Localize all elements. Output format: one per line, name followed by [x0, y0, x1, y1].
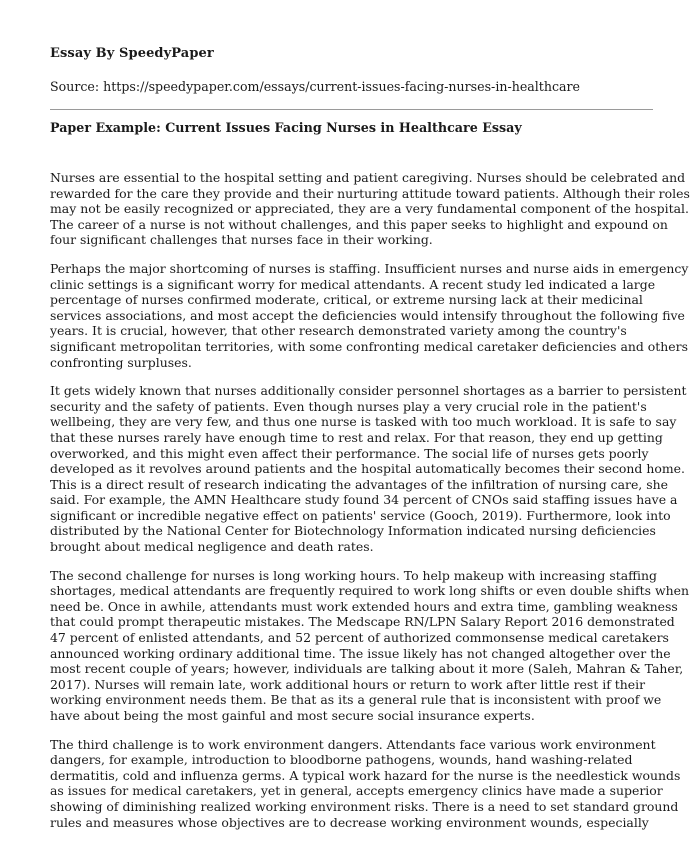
text-line: overworked, and this might even affect their performance. The social life of nurses gets poorly — [50, 445, 649, 461]
text-line: working environment needs them. Be that as its a general rule that is inconsistent with proof we — [50, 692, 662, 708]
text-line: developed as it revolves around patients and the hospital automatically becomes their second home. — [50, 461, 685, 477]
paragraph-2 — [50, 260, 689, 370]
text-line: 2017). Nurses will remain late, work additional hours or return to work after little rest if their — [50, 676, 646, 692]
paragraph-5 — [50, 736, 681, 831]
text-line: need be. Once in awhile, attendants must work extended hours and extra time, gambling weakness — [50, 598, 678, 614]
essay-author-heading: Essay By SpeedyPaper — [50, 46, 214, 61]
text-line: brought about medical negligence and death rates. — [50, 539, 374, 555]
text-line: as issues for medical caretakers, yet in general, accepts emergency clinics have made a superior — [50, 783, 663, 799]
text-line: have about being the most gainful and most secure social insurance experts. — [50, 708, 535, 723]
paragraph-3 — [50, 383, 687, 555]
text-line: announced working ordinary additional time. The issue likely has not changed altogether over the — [50, 645, 671, 661]
text-line: This is a direct result of research indicating the advantages of the infiltration of nursing care, she — [50, 476, 668, 492]
text-line: distributed by the National Center for Biotechnology Information indicated nursing deficiencies — [50, 523, 656, 539]
text-line: security and the safety of patients. Even though nurses play a very crucial role in the patient's — [50, 398, 647, 414]
text-line: percentage of nurses confirmed moderate, critical, or extreme nursing lack at their medicinal — [50, 292, 643, 308]
text-line: dermatitis, cold and influenza germs. A typical work hazard for the nurse is the needlestick wounds — [50, 767, 681, 783]
text-line: wellbeing, they are very few, and thus one nurse is tasked with too much workload. It is safe to say — [50, 414, 677, 430]
source-line: Source: https://speedypaper.com/essays/current-issues-facing-nurses-in-healthcare — [50, 79, 581, 94]
text-line: Nurses are essential to the hospital setting and patient caregiving. Nurses should be celebrated and — [50, 170, 686, 185]
text-line: rules and measures whose objectives are to decrease working environment wounds, especially — [50, 814, 649, 830]
text-line: Perhaps the major shortcoming of nurses is staffing. Insufficient nurses and nurse aids in emergency — [50, 260, 689, 276]
text-line: It gets widely known that nurses additionally consider personnel shortages as a barrier to persistent — [50, 383, 687, 399]
text-line: The second challenge for nurses is long working hours. To help makeup with increasing staffing — [50, 567, 657, 583]
text-line: confronting surpluses. — [50, 354, 192, 370]
text-line: most recent couple of years; however, individuals are talking about it more (Saleh, Mahran & Taher, — [50, 661, 684, 677]
text-line: significant or incredible negative effect on patients' service (Gooch, 2019). Furthermore, look into — [50, 507, 671, 523]
text-line: may not be easily recognized or appreciated, they are a very fundamental component of the hospital. — [50, 201, 689, 217]
paper-title: Paper Example: Current Issues Facing Nurses in Healthcare Essay — [50, 120, 522, 135]
text-line: four significant challenges that nurses face in their working. — [50, 232, 433, 248]
text-line: services associations, and most accept the deficiencies would intensify throughout the following five — [50, 307, 685, 323]
text-line: significant metropolitan territories, with some confronting medical caretaker deficiencies and others — [50, 338, 688, 354]
paragraph-4 — [50, 567, 689, 724]
text-line: showing of diminishing realized working environment risks. There is a need to set standard ground — [50, 798, 679, 814]
text-line: shortages, medical attendants are frequently required to work long shifts or even double shifts when — [50, 583, 689, 599]
header-divider — [50, 109, 653, 110]
essay-body — [50, 170, 690, 843]
text-line: that could prompt therapeutic mistakes. The Medscape RN/LPN Salary Report 2016 demonstrated — [50, 614, 675, 630]
text-line: clinic settings is a significant worry for medical attendants. A recent study led indicated a large — [50, 276, 656, 292]
paragraph-1 — [50, 170, 690, 248]
text-line: The career of a nurse is not without challenges, and this paper seeks to highlight and expound on — [50, 216, 668, 232]
text-line: The third challenge is to work environment dangers. Attendants face various work environment — [50, 736, 656, 752]
text-line: said. For example, the AMN Healthcare study found 34 percent of CNOs said staffing issues have a — [50, 492, 678, 508]
text-line: that these nurses rarely have enough time to rest and relax. For that reason, they end up getting — [50, 429, 663, 445]
text-line: 47 percent of enlisted attendants, and 52 percent of authorized commonsense medical caretakers — [50, 630, 669, 646]
text-line: years. It is crucial, however, that other research demonstrated variety among the country's — [50, 323, 627, 339]
text-line: rewarded for the care they provide and their nurturing attitude toward patients. Although their roles — [50, 185, 690, 201]
text-line: dangers, for example, introduction to bloodborne pathogens, wounds, hand washing-related — [50, 752, 633, 768]
